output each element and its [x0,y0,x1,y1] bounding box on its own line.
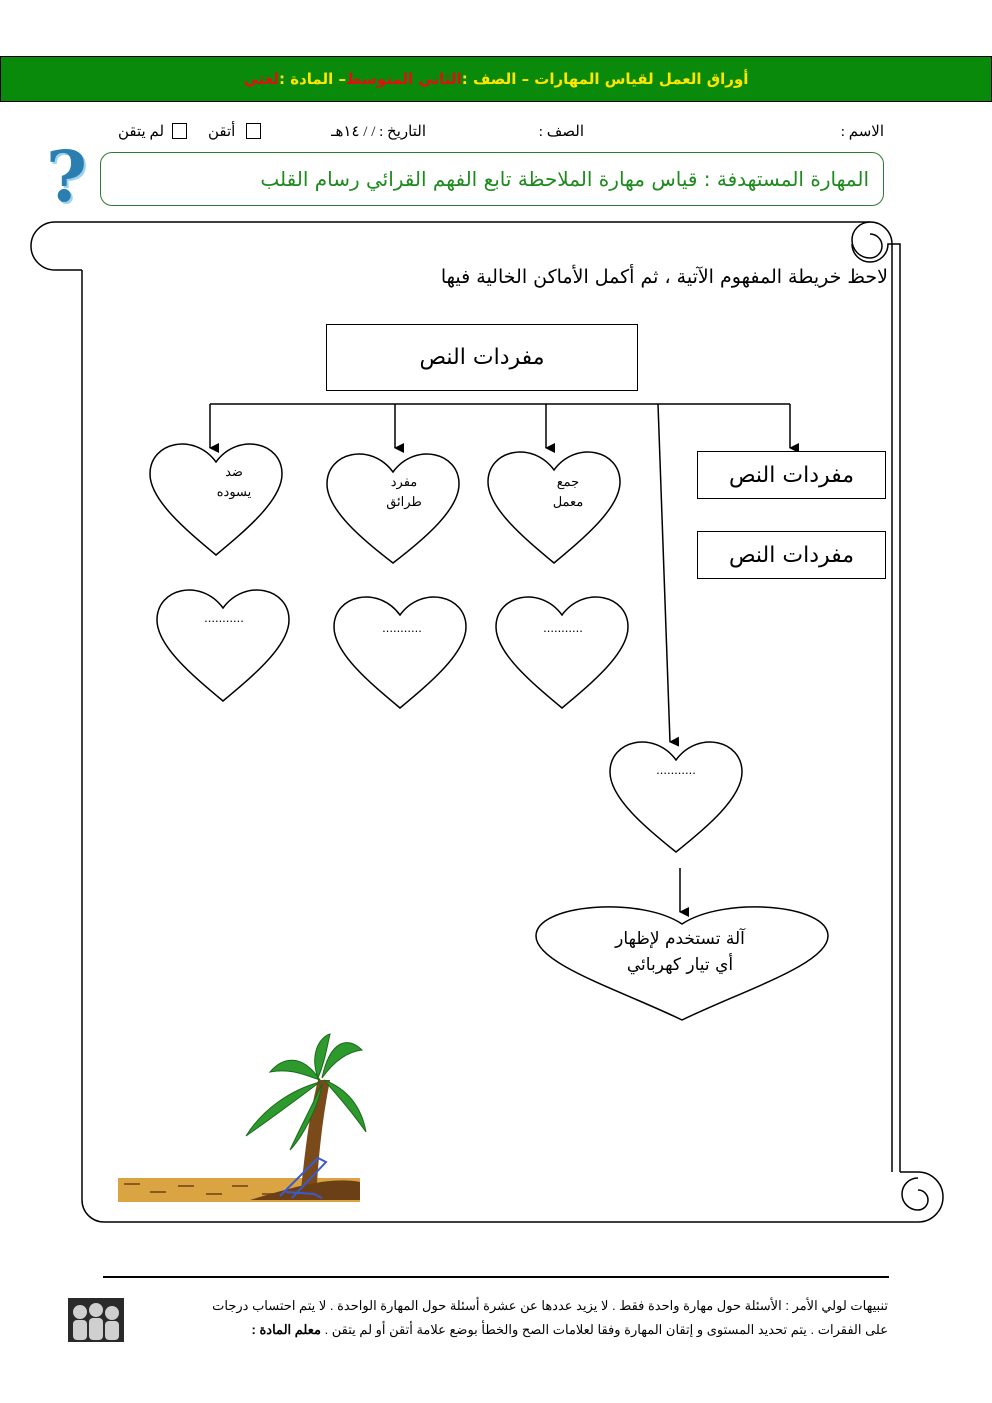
banner-grade: الثاني المتوسط [345,70,462,88]
root-box [326,324,638,391]
side-box-2 [697,531,886,579]
heart-opposite-title: ضد [225,464,243,479]
footer-divider [103,1276,889,1278]
root-label: مفردات النص [419,345,545,370]
mastered-label: أتقن [208,124,236,140]
side-box-1-label: مفردات النص [728,462,855,488]
side-box-1 [697,451,886,499]
heart-singular-word: طرائق [386,494,422,509]
heart-opposite-text [186,462,282,502]
heart-blank-1 [157,590,289,701]
banner-title: أوراق العمل لقياس المهارات – الصف : [461,70,749,88]
not-mastered-label: لم يتقن [118,124,165,140]
palm-tree-icon [118,1034,366,1202]
footer-line-1: تنبيهات لولي الأمر : الأسئلة حول مهارة واحدة فقط . لا يزيد عددها عن عشرة أسئلة حول المهارة الواحدة . لا يتم احتساب درجات [212,1298,888,1313]
heart-blank-2 [334,597,466,708]
heart-plural-text [520,472,616,512]
footer-line-2: على الفقرات . يتم تحديد المستوى و إتقان المهارة وفقا لعلامات الصح والخطأ بوضع علامة أتقن أو لم يتقن . [320,1322,888,1337]
date-label: التاريخ : / / ١٤هـ [331,124,426,140]
heart-opposite-word: يسوده [216,484,252,499]
banner-subject-label: – المادة : [279,70,346,88]
heart-plural-title: جمع [556,474,580,489]
heart-blank-3 [496,597,628,708]
banner-subject: لغتي [243,70,280,88]
footer-notes [130,1294,888,1342]
teacher-label: معلم المادة : [251,1322,321,1337]
side-box-2-label: مفردات النص [728,542,855,568]
heart-bottom-text [590,926,770,978]
heart-blank-4-text[interactable]: ........... [656,762,696,777]
heart-blank-1-text[interactable]: ........... [204,610,244,625]
heart-singular-text [356,472,452,512]
heart-blank-2-text[interactable]: ........... [382,620,422,635]
heart-singular-title: مفرد [390,474,418,489]
heart-plural-word: معمل [552,494,584,509]
instruction-text: لاحظ خريطة المفهوم الآتية ، ثم أكمل الأماكن الخالية فيها [440,266,888,288]
heart-bottom-line-1: آلة تستخدم لإظهار [615,929,745,949]
heart-blank-3-text[interactable]: ........... [543,620,583,635]
question-mark-icon: ? [46,135,88,218]
heart-blank-4 [610,742,742,852]
people-icon [68,1298,124,1342]
skill-label: المهارة المستهدفة : قياس مهارة الملاحظة تابع الفهم القرائي رسام القلب [260,167,869,191]
name-label: الاسم : [840,124,884,140]
heart-bottom-line-2: أي تيار كهربائي [626,955,734,975]
class-label: الصف : [538,124,584,140]
